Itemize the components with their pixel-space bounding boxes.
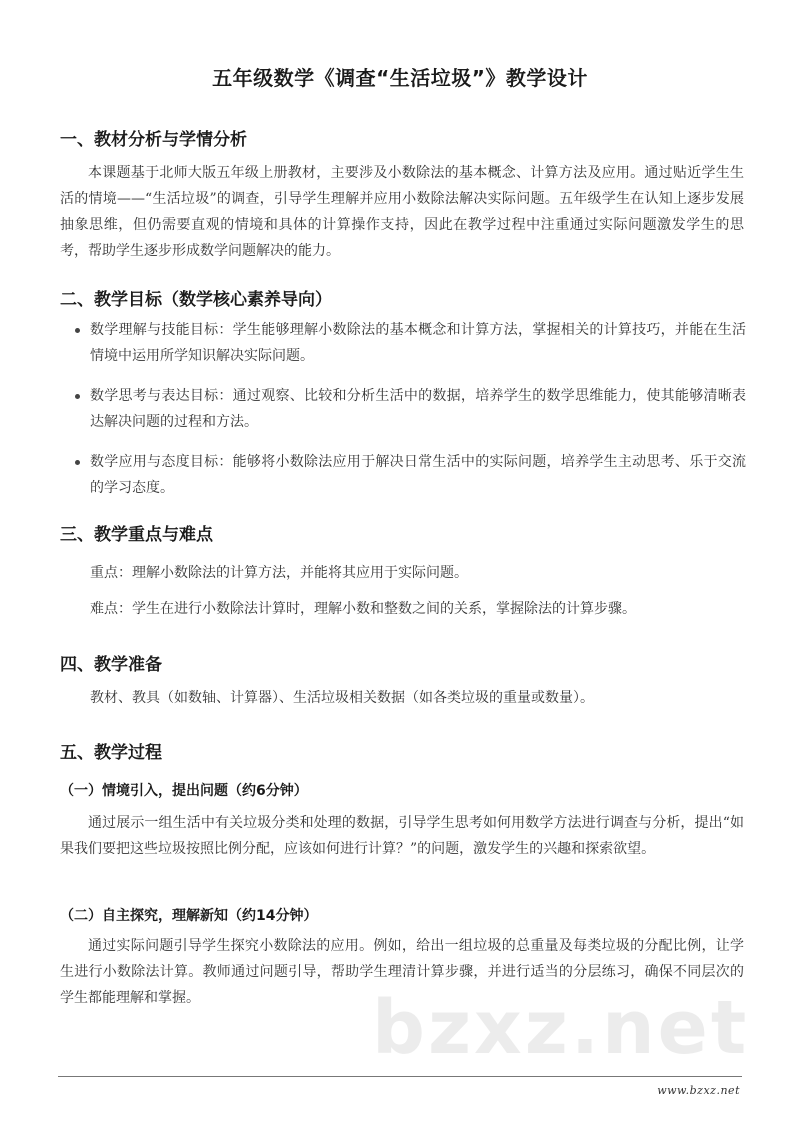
bullet-icon xyxy=(75,460,80,465)
bullet-icon xyxy=(75,394,80,399)
bullet-icon xyxy=(75,328,80,333)
footer-url: www.bzxz.net xyxy=(657,1084,740,1097)
section-heading-5: 五、教学过程 xyxy=(60,743,162,763)
list-item xyxy=(60,317,746,369)
section-1-paragraph: 本课题基于北师大版五年级上册教材，主要涉及小数除法的基本概念、计算方法及应用。通过贴近学生生活的情境——“生活垃圾”的调查，引导学生理解并应用小数除法解决实际问题。五年级学生在认知上逐步发展抽象思维，但仍需要直观的情境和具体的计算操作支持，因此在教学过程中注重通过实际问题激发学生的思考，帮助学生逐步形成数学问题解决的能力。 xyxy=(60,165,744,259)
subsection-1-paragraph: 通过展示一组生活中有关垃圾分类和处理的数据，引导学生思考如何用数学方法进行调查与分析，提出“如果我们要把这些垃圾按照比例分配，应该如何进行计算？”的问题，激发学生的兴趣和探索欲望。 xyxy=(60,815,744,857)
teaching-goals-list xyxy=(60,317,746,515)
list-item xyxy=(60,383,746,435)
preparation-text: 教材、教具（如数轴、计算器）、生活垃圾相关数据（如各类垃圾的重量或数量）。 xyxy=(90,690,594,706)
document-title: 五年级数学《调查“生活垃圾”》教学设计 xyxy=(212,66,588,90)
goal-text: 数学应用与态度目标：能够将小数除法应用于解决日常生活中的实际问题，培养学生主动思考、乐于交流的学习态度。 xyxy=(90,454,746,496)
footer-divider xyxy=(58,1076,742,1077)
watermark: bzxz.net xyxy=(372,985,750,1071)
section-heading-1: 一、教材分析与学情分析 xyxy=(60,130,247,150)
section-heading-3: 三、教学重点与难点 xyxy=(60,525,213,545)
section-heading-2: 二、教学目标（数学核心素养导向） xyxy=(60,290,332,310)
goal-text: 数学理解与技能目标：学生能够理解小数除法的基本概念和计算方法，掌握相关的计算技巧，并能在生活情境中运用所学知识解决实际问题。 xyxy=(90,322,746,364)
subsection-2-paragraph: 通过实际问题引导学生探究小数除法的应用。例如，给出一组垃圾的总重量及每类垃圾的分配比例，让学生进行小数除法计算。教师通过问题引导，帮助学生理清计算步骤，并进行适当的分层练习，确保不同层次的学生都能理解和掌握。 xyxy=(60,938,744,1006)
list-item xyxy=(60,449,746,501)
section-heading-4: 四、教学准备 xyxy=(60,655,162,675)
key-point-text: 重点：理解小数除法的计算方法，并能将其应用于实际问题。 xyxy=(90,565,468,581)
subsection-heading-2: （二）自主探究，理解新知（约14分钟） xyxy=(60,908,318,924)
goal-text: 数学思考与表达目标：通过观察、比较和分析生活中的数据，培养学生的数学思维能力，使其能够清晰表达解决问题的过程和方法。 xyxy=(90,388,746,430)
subsection-heading-1: （一）情境引入，提出问题（约6分钟） xyxy=(60,783,308,799)
difficulty-text: 难点：学生在进行小数除法计算时，理解小数和整数之间的关系，掌握除法的计算步骤。 xyxy=(90,601,636,617)
